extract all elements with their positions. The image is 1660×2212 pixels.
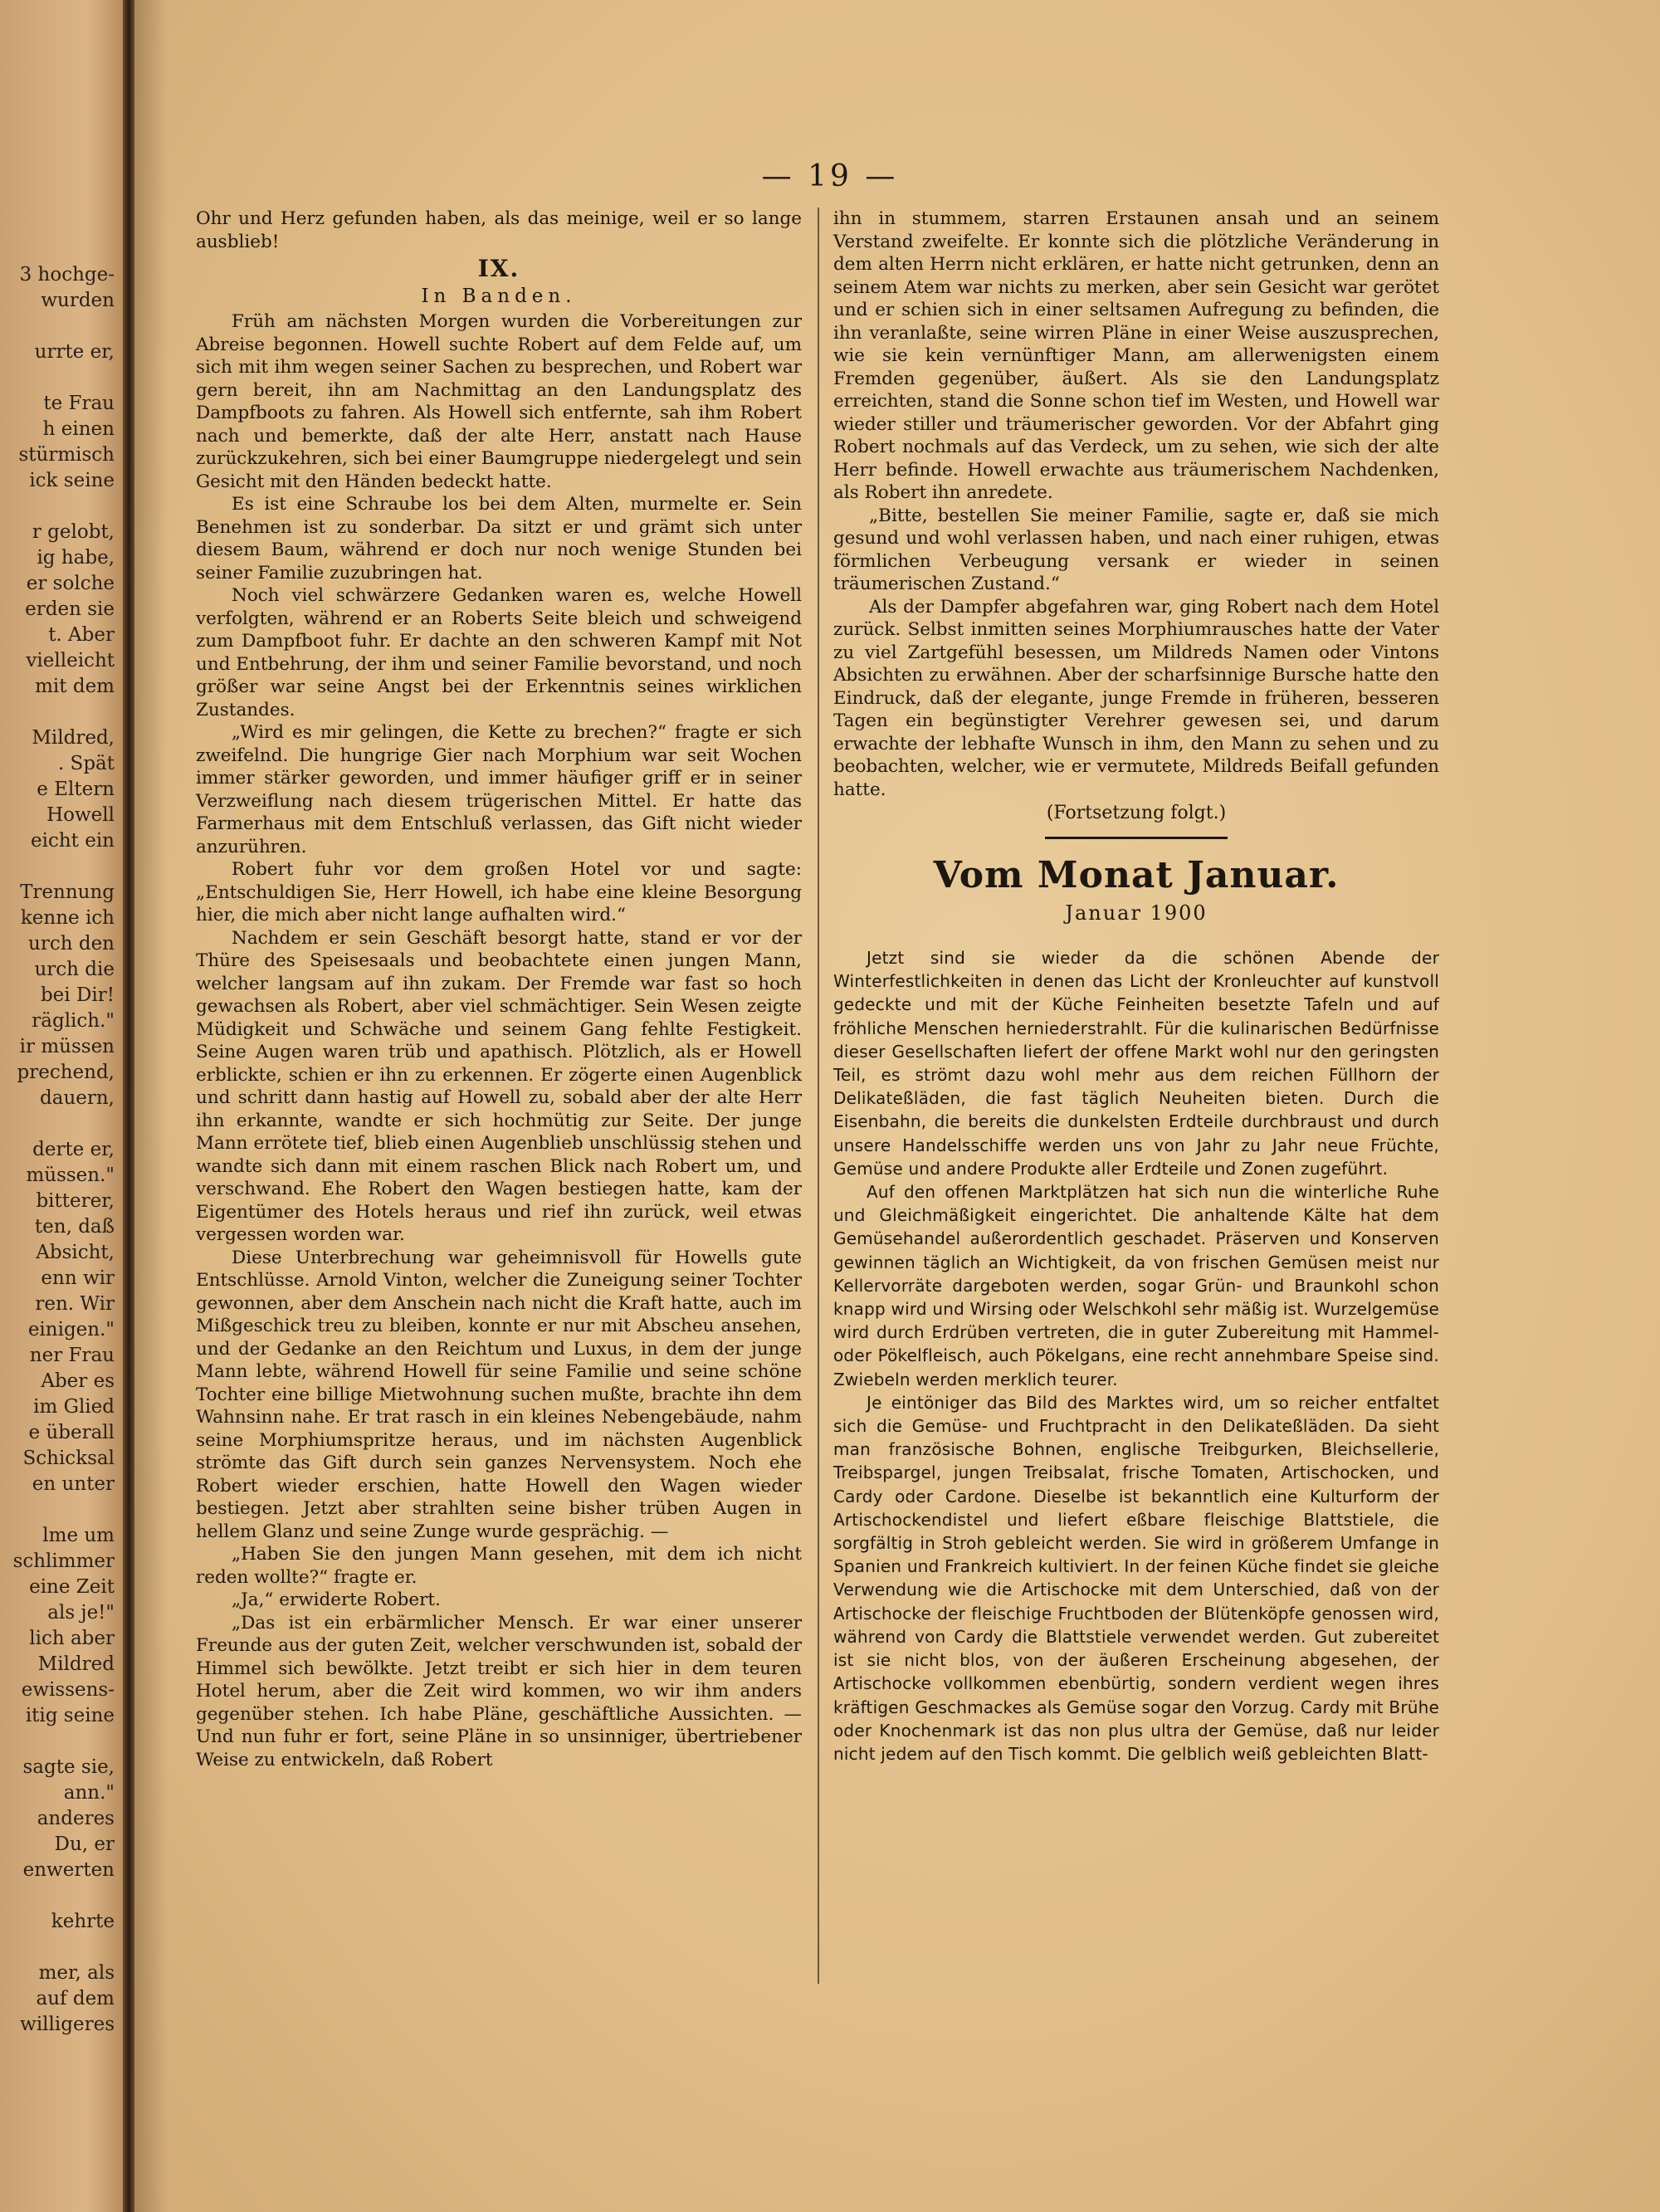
previous-page-line: Absicht, — [36, 1242, 115, 1263]
previous-page-line: urrte er, — [34, 341, 115, 363]
previous-page-line: anderes — [37, 1808, 115, 1829]
previous-page-line: ick seine — [29, 470, 115, 491]
paragraph: „Das ist ein erbärmlicher Mensch. Er war einer unserer Freunde aus der guten Zeit, welcher verschwunden ist, sobald der Himmel sich bewölkte. Jetzt treibt er sich hier in dem teuren Hotel herum, aber die Zeit wird kommen, wo wir ihm anders gegenüber stehen. Ich habe Pläne, geschäftliche Aussichten. — Und nun fuhr er fort, seine Pläne in so unsinniger, übertriebener Weise zu entwickeln, daß Robert — [196, 1612, 802, 1770]
previous-page-line: bei Dir! — [40, 984, 115, 1006]
column-divider — [818, 208, 819, 1984]
section-subtitle: Januar 1900 — [1065, 901, 1208, 925]
previous-page-line: ann." — [63, 1782, 115, 1804]
continuation-note: (Fortsetzung folgt.) — [1046, 803, 1227, 823]
previous-page-fragment — [0, 0, 123, 2212]
paragraph: Robert fuhr vor dem großen Hotel vor und sagte: „Entschuldigen Sie, Herr Howell, ich habe eine kleine Besorgung hier, die mich aber nicht lange aufhalten wird.“ — [196, 859, 802, 925]
page-number: — 19 — — [761, 159, 899, 193]
previous-page-line: eine Zeit — [29, 1576, 115, 1598]
previous-page-line: ig habe, — [37, 547, 115, 569]
previous-page-line: lme um — [42, 1525, 115, 1546]
paragraph: Nachdem er sein Geschäft besorgt hatte, stand er vor der Thüre des Speisesaals und beobachtete einen jungen Mann, welcher langsam auf ihn zukam. Der Fremde war fast so hoch gewachsen als Robert, aber viel schmächtiger. Sein Wesen zeigte Müdigkeit und Schwäche und seinem Gang fehlte Festigkeit. Seine Augen waren trüb und apathisch. Plötzlich, als er Howell erblickte, schien er ihn zu erkennen. Er zögerte einen Augenblick und schritt dann hastig auf Howell zu, sobald aber der alte Herr ihn erkannte, wandte er sich hochmütig zur Seite. Der junge Mann errötete tief, blieb einen Augenblieb unschlüssig stehen und wandte sich dann mit einem raschen Blick nach Robert um, und verschwand. Ehe Robert den Wagen bestiegen hatte, kam der Eigentümer des Hotels heraus und rief ihn zurück, weil etwas vergessen worden war. — [196, 927, 802, 1245]
previous-page-line: itig seine — [25, 1705, 115, 1726]
paragraph: „Wird es mir gelingen, die Kette zu brechen?“ fragte er sich zweifelnd. Die hungrige Gier nach Morphium war seit Wochen immer stärker geworden, und immer häufiger griff er in seiner Verzweiflung nach diesem trügerischen Mittel. Er hatte das Farmerhaus mit dem Entschluß verlassen, das Gift nicht wieder anzurühren. — [196, 722, 802, 857]
previous-page-line: e überall — [28, 1422, 115, 1443]
section-body — [833, 946, 1439, 1765]
paragraph: Früh am nächsten Morgen wurden die Vorbereitungen zur Abreise begonnen. Howell suchte Robert auf dem Felde auf, um sich mit ihm wegen seiner Sachen zu besprechen, und Robert war gern bereit, ihn am Nachmittag an den Landungsplatz des Dampfboots zu fahren. Als Howell sich entfernte, sah ihm Robert nach und bemerkte, daß der alte Herr, anstatt nach Hause zurückzukehren, sich bei einer Baumgruppe niedergelegt und sein Gesicht mit den Händen bedeckt hatte. — [196, 311, 802, 492]
previous-page-line: Mildred — [37, 1653, 115, 1675]
previous-page-line: e Eltern — [37, 779, 115, 800]
paragraph: Diese Unterbrechung war geheimnisvoll für Howells gute Entschlüsse. Arnold Vinton, welcher die Zuneigung seiner Tochter gewonnen, aber dem Anschein nach nicht die Kraft hatte, auch im Mißgeschick treu zu bleiben, konnte er nur mit Abscheu ansehen, und der Gedanke an den Reichtum und Luxus, in dem der junge Mann lebte, während Howell für seine Familie und seine schöne Tochter eine billige Mietwohnung suchen mußte, brachte ihn dem Wahnsinn nahe. Er trat rasch in ein kleines Nebengebäude, nahm seine Morphiumspritze heraus, und im nächsten Augenblick strömte das Gift durch sein ganzes Nervensystem. Noch ehe Robert wieder erschien, hatte Howell den Wagen wieder bestiegen. Jetzt aber strahlten seine bisher trüben Augen in hellem Glanz und seine Zunge wurde gesprächig. — — [196, 1247, 802, 1542]
previous-page-line: urch den — [28, 933, 115, 955]
previous-page-line: kenne ich — [20, 907, 115, 929]
previous-page-line: mit dem — [35, 676, 115, 697]
previous-page-line: als je!" — [47, 1602, 115, 1624]
previous-page-line: enn wir — [41, 1267, 115, 1289]
paragraph: „Ja,“ erwiderte Robert. — [232, 1589, 441, 1610]
previous-page-line: Trennung — [20, 881, 115, 903]
left-column — [196, 208, 802, 1771]
chapter-number: IX. — [477, 255, 520, 282]
previous-page-line: bitterer, — [36, 1190, 115, 1212]
book-gutter — [123, 0, 134, 2212]
previous-page-line: kehrte — [51, 1911, 115, 1932]
previous-page-line: mer, als — [38, 1962, 115, 1984]
previous-page-line: einigen." — [27, 1319, 115, 1340]
previous-page-line: t. Aber — [48, 624, 115, 646]
previous-page-line: Schicksal — [22, 1448, 115, 1469]
previous-page-line: . Spät — [57, 753, 115, 774]
previous-page-line: r gelobt, — [32, 521, 115, 543]
previous-page-line: Du, er — [54, 1834, 115, 1855]
previous-page-line: prechend, — [17, 1062, 115, 1083]
paragraph: „Bitte, bestellen Sie meiner Familie, sagte er, daß sie mich gesund und wohl verlassen haben, und nach einer ruhigen, etwas förmlichen Verbeugung versank er wieder in seinen träumerischen Zustand.“ — [833, 505, 1439, 594]
opening-paragraph: Ohr und Herz gefunden haben, als das meinige, weil er so lange ausblieb! — [196, 208, 802, 252]
previous-page-line: räglich." — [32, 1010, 115, 1032]
paragraph: „Haben Sie den jungen Mann gesehen, mit dem ich nicht reden wollte?“ fragte er. — [196, 1544, 802, 1588]
paragraph: Auf den offenen Marktplätzen hat sich nun die winterliche Ruhe und Gleichmäßigkeit eingerichtet. Die anhaltende Kälte hat dem Gemüsehandel außerordentlich geschadet. Präserven und Konserven gewinnen täglich an Wichtigkeit, da von frischen Gemüsen meist nur Kellervorräte dargeboten werden, sogar Grün- und Braunkohl schon knapp wird und Wirsing oder Welschkohl sehr mäßig ist. Wurzelgemüse wird durch Erdrüben vertreten, die in guter Zubereitung mit Hammel- oder Pökelfleisch, auch Pökelgans, eine recht annehmbare Speise sind. Zwiebeln werden merklich teurer. — [833, 1182, 1439, 1389]
previous-page-line: ner Frau — [29, 1345, 115, 1366]
previous-page-line: eicht ein — [31, 830, 115, 852]
paragraph: Je eintöniger das Bild des Marktes wird, um so reicher entfaltet sich die Gemüse- und Fruchtpracht in den Delikateßläden. Da sieht man französische Bohnen, englische Treibgurken, Bleichsellerie, Treibspargel, jungen Treibsalat, frische Tomaten, Artischocken, und Cardy oder Cardone. Dieselbe ist bekanntlich eine Kulturform der Artischockendistel und liefert eßbare fleischige Blattstiele, die sorgfältig in Stroh gebleicht werden. Sie wird in größerem Umfange in Spanien und Frankreich kultiviert. In der feinen Küche findet sie gleiche Verwendung wie die Artischocke mit dem Unterschied, daß von der Artischocke der fleischige Fruchtboden der Blütenköpfe genossen wird, während von Cardy die Blattstiele verwendet werden. Gut zubereitet ist sie nicht blos, von der äußeren Erscheinung abgesehen, der Artischocke vollkommen ebenbürtig, sondern verdient wegen ihres kräftigen Geschmackes als Gemüse sogar den Vorzug. Cardy mit Brühe oder Knochenmark ist das non plus ultra der Gemüse, daß nur leider nicht jedem auf den Tisch kommt. Die gelblich weiß gebleichten Blatt- — [833, 1392, 1439, 1764]
previous-page-line: erden sie — [25, 598, 115, 620]
previous-page-line: ten, daß — [34, 1216, 115, 1238]
previous-page-line: lich aber — [29, 1628, 115, 1649]
previous-page-line: urch die — [34, 959, 115, 980]
continuation-paragraph: ihn in stummem, starren Erstaunen ansah und an seinem Verstand zweifelte. Er konnte sich die plötzliche Veränderung in dem alten Herrn nicht erklären, er hatte nicht getrunken, denn an seinem Atem war nichts zu merken, aber sein Gesicht war gerötet und er schien sich in einer seltsamen Aufregung zu befinden, die ihn veranlaßte, seine wirren Pläne in einer Weise auszusprechen, wie sie kein vernünftiger Mann, am allerwenigsten einem Fremden gegenüber, äußert. Als sie den Landungsplatz erreichten, stand die Sonne schon tief im Westen, und Howell war wieder stiller und träumerischer geworden. Vor der Abfahrt ging Robert nochmals auf das Verdeck, um zu sehen, wie sich der alte Herr befinde. Howell erwachte aus träumerischem Nachdenken, als Robert ihn anredete. — [833, 208, 1439, 503]
previous-page-line: müssen." — [26, 1165, 115, 1186]
previous-page-line: wurden — [41, 290, 115, 311]
right-column — [833, 208, 1439, 1765]
previous-page-line: schlimmer — [12, 1550, 115, 1572]
paragraph: Noch viel schwärzere Gedanken waren es, welche Howell verfolgten, während er an Roberts Seite bleich und schweigend zum Dampfboot fuhr. Er dachte an den schweren Kampf mit Not und Entbehrung, der ihm und seiner Familie bevorstand, und noch größer war seine Angst bei der Erkenntnis seines wirklichen Zustandes. — [196, 585, 802, 720]
previous-page-line: auf dem — [36, 1988, 115, 2009]
previous-page-line: Howell — [46, 804, 115, 826]
previous-page-line: en unter — [32, 1473, 115, 1495]
previous-page-line: 3 hochge- — [19, 264, 115, 286]
previous-page-line: ren. Wir — [35, 1293, 115, 1315]
previous-page-line: ewissens- — [21, 1679, 115, 1701]
previous-page-line: Aber es — [41, 1370, 115, 1392]
previous-page-line: ir müssen — [19, 1036, 115, 1057]
chapter-title: In Banden. — [421, 286, 577, 307]
section-separator — [1045, 837, 1228, 839]
previous-page-line: er solche — [26, 573, 115, 594]
section-title: Vom Monat Januar. — [933, 854, 1340, 896]
previous-page-line: enwerten — [22, 1859, 115, 1881]
previous-page-line: im Glied — [33, 1396, 115, 1418]
previous-page-line: vielleicht — [26, 650, 115, 671]
previous-page-line: h einen — [42, 418, 115, 440]
previous-page-line: stürmisch — [18, 444, 115, 466]
previous-page-line: Mildred, — [32, 727, 115, 749]
previous-page-line: sagte sie, — [22, 1756, 115, 1778]
previous-page-line: derte er, — [32, 1139, 115, 1160]
previous-page-line: te Frau — [43, 393, 115, 414]
paragraph: Als der Dampfer abgefahren war, ging Robert nach dem Hotel zurück. Selbst inmitten seines Morphiumrausches hatte der Vater zu viel Zartgefühl besessen, um Mildreds Namen oder Vintons Absichten zu erwähnen. Aber der scharfsinnige Bursche hatte den Eindruck, daß der elegante, junge Fremde in früheren, besseren Tagen ein begünstigter Verehrer gewesen sei, und darum erwachte der lebhafte Wunsch in ihm, den Mann zu sehen und zu beobachten, welcher, wie er vermutete, Mildreds Beifall gefunden hatte. — [833, 596, 1439, 800]
paragraph: Es ist eine Schraube los bei dem Alten, murmelte er. Sein Benehmen ist zu sonderbar. Da sitzt er und grämt sich unter diesem Baum, während er doch nur noch wenige Stunden bei seiner Familie zuzubringen hat. — [196, 494, 802, 584]
previous-page-line: willigeres — [20, 2014, 115, 2035]
paragraph: Jetzt sind sie wieder da die schönen Abende der Winterfestlichkeiten in denen das Licht der Kronleuchter auf kunstvoll gedeckte und mit der Küche Feinheiten besetzte Tafeln und auf fröhliche Menschen herniederstrahlt. Für die kulinarischen Bedürfnisse dieser Gesellschaften liefert der offene Markt wohl nur den geringsten Teil, es strömt dazu wohl mehr aus dem reichen Füllhorn der Delikateßläden, die fast täglich Neuheiten bieten. Durch die Eisenbahn, die bereits die dunkelsten Erdteile durchbraust und durch unsere Handelsschiffe werden uns von Jahr zu Jahr neue Früchte, Gemüse und andere Produkte aller Erdteile und Zonen zugeführt. — [833, 948, 1439, 1179]
previous-page-line: dauern, — [40, 1087, 115, 1109]
page-shadow — [134, 0, 168, 2212]
